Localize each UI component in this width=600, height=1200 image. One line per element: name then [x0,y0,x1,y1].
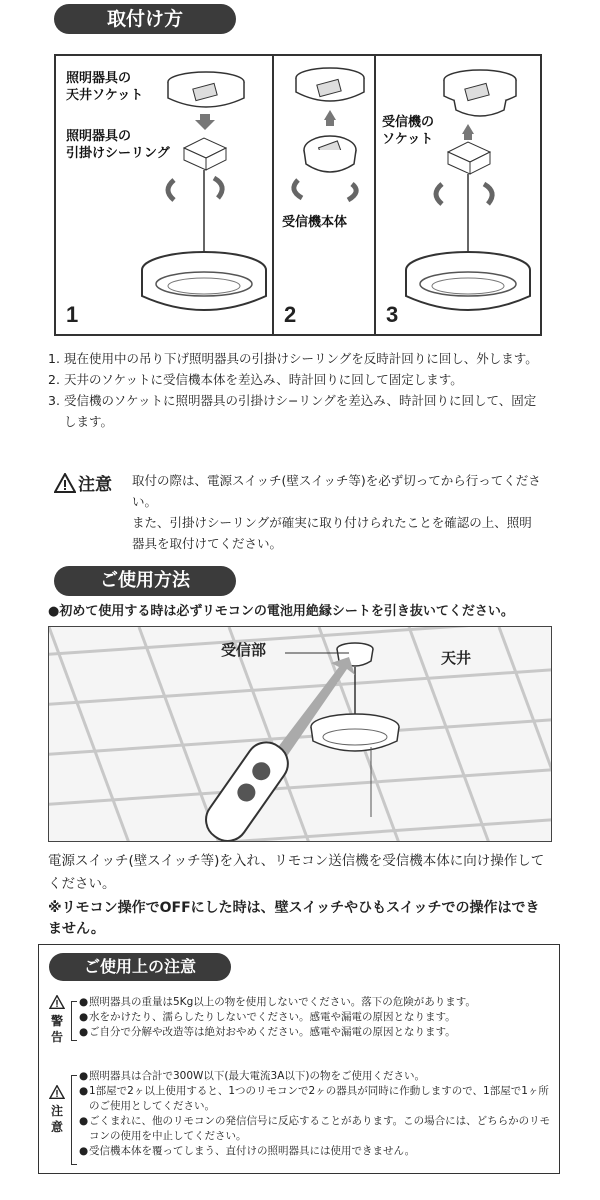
caution-items [79,1069,555,1159]
remote-off-button: OFF [237,777,253,785]
caution-item: ● 1部屋で2ヶ以上使用すると、1つのリモコンで2ヶの器具が同時に作動しますので、1部屋で1ヶ所のご使用としてください。 [79,1085,549,1112]
label-receiver-part: 受信部 [221,641,267,659]
remote-instruction: 電源スイッチ(壁スイッチ等)を入れ、リモコン送信機を受信機本体に向け操作してください。 [48,853,545,892]
precautions-box [38,944,560,1174]
remote-on-button: ON [252,755,264,763]
install-panel-1 [56,56,274,334]
label-ceiling: 天井 [441,649,472,667]
install-step: 1. 現在使用中の吊り下げ照明器具の引掛けシーリングを反時計回りに回し、外します。 [48,351,538,366]
label-hook-ceiling: 照明器具の 引掛けシーリング [66,129,170,161]
label-receiver-body: 受信機本体 [282,215,348,230]
install-panel-3 [376,56,540,334]
warning-triangle-icon [49,995,65,1009]
remote-usage-diagram [48,626,552,842]
warning-items [79,995,555,1040]
panel-2-illustration [274,56,376,334]
precautions-title: ご使用上の注意 [49,953,231,981]
install-step: 2. 天井のソケットに受信機本体を差込み、時計回りに回して固定します。 [48,372,463,387]
remote-off-note: ※リモコン操作でOFFにした時は、壁スイッチやひもスイッチでの操作はできません。 [48,900,540,937]
warning-group [43,995,557,1053]
caution-triangle-icon [49,1085,65,1099]
label-receiver-socket: 受信機の ソケット [382,115,435,147]
panel-number-3: 3 [386,302,399,327]
install-diagram-panels [54,54,542,336]
install-panel-2 [274,56,376,334]
install-steps-list [48,348,548,432]
label-ceiling-socket: 照明器具の 天井ソケット [66,71,144,103]
caution-group [43,1069,557,1171]
battery-sheet-note: ●初めて使用する時は必ずリモコンの電池用絶縁シートを引き抜いてください。 [48,604,514,619]
install-step: 3. 受信機のソケットに照明器具の引掛けシ−リングを差込み、時計回りに回して、固定します。 [48,393,537,429]
caution-item: ● ごくまれに、他のリモコンの発信信号に反応することがあります。この場合には、どちらかのリモコンの使用を中止してください。 [79,1115,551,1142]
warning-label: 警 告 [47,995,67,1045]
warning-item: ● 水をかけたり、濡らしたりしないでください。感電や漏電の原因となります。 [79,1011,456,1023]
panel-number-1: 1 [66,302,79,327]
warning-item: ● ご自分で分解や改造等は絶対おやめください。感電や漏電の原因となります。 [79,1026,456,1038]
warning-bracket [71,1001,77,1041]
caution-bracket [71,1075,77,1165]
caution-text: 取付の際は、電源スイッチ(壁スイッチ等)を必ず切ってから行ってください。 また、引掛けシーリングが確実に取り付けられたことを確認の上、照明器具を取付けてください。 [132,473,541,551]
caution-item: ● 照明器具は合計で300W以下(最大電流3A以下)の物をご使用ください。 [79,1070,425,1082]
caution-item: ● 受信機本体を覆ってしまう、直付けの照明器具には使用できません。 [79,1145,416,1157]
caution-label: 注 意 [47,1085,67,1135]
warning-item: ● 照明器具の重量は5Kg以上の物を使用しないでください。落下の危険があります。 [79,996,476,1008]
ceiling-illustration [49,627,552,842]
panel-3-illustration [376,56,540,334]
panel-number-2: 2 [284,302,297,327]
usage-section-title: ご使用方法 [54,566,236,596]
install-section-title: 取付け方 [54,4,236,34]
warning-triangle-icon [54,473,76,493]
caution-heading: 注意 [54,470,112,495]
